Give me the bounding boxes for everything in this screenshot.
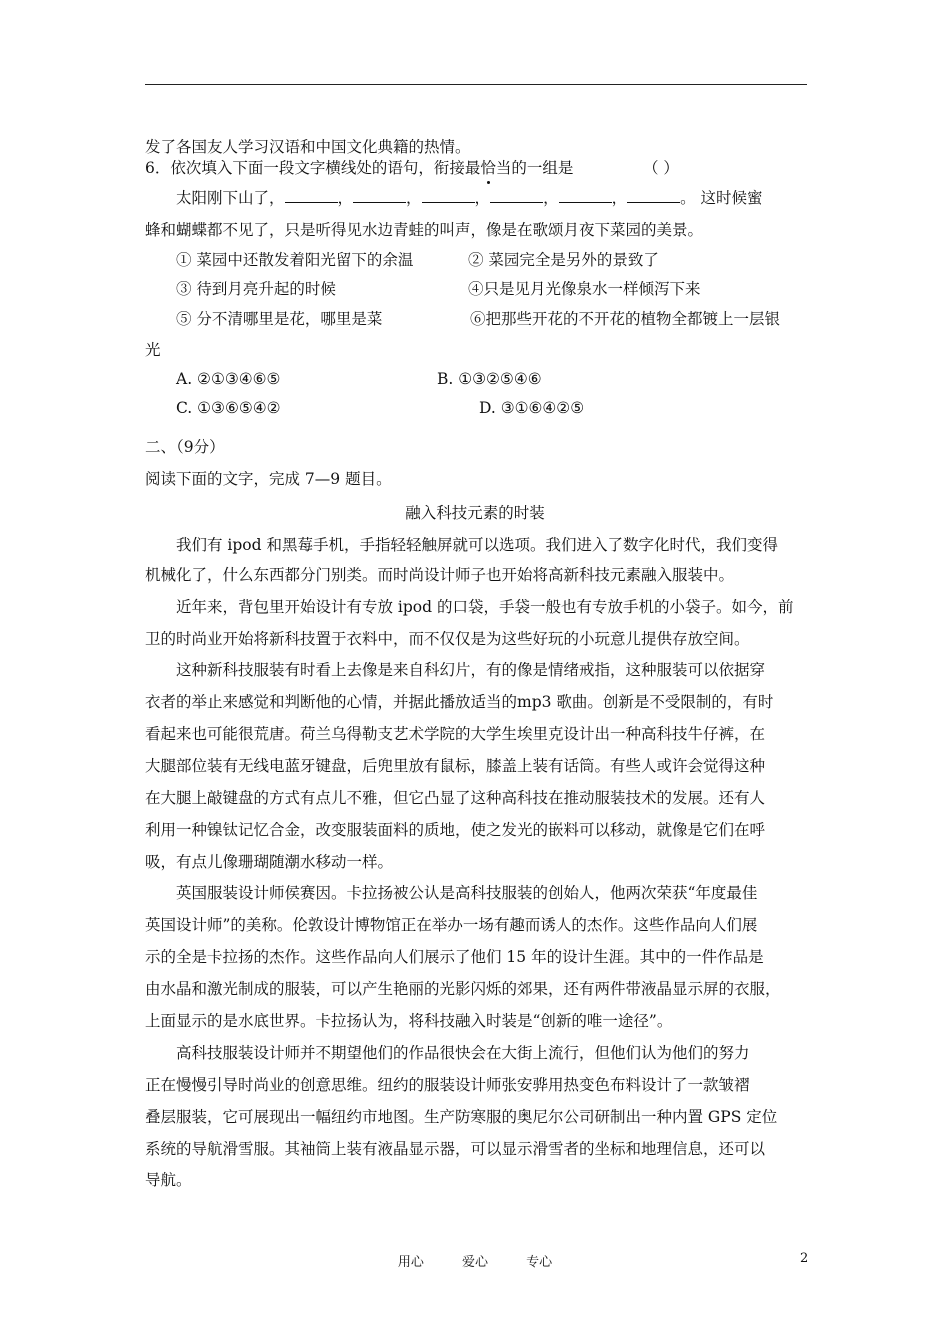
blank-3 xyxy=(422,188,475,203)
footer-word-1: 用心 xyxy=(397,1255,424,1270)
section-2-instruction: 阅读下面的文字，完成 7—9 题目。 xyxy=(145,470,392,488)
section-2-heading: 二、（9分） xyxy=(145,438,225,456)
q6-option-6-cont: 光 xyxy=(145,341,161,359)
q6-option-6: ⑥把那些开花的不开花的植物全都镀上一层银 xyxy=(470,310,781,328)
choice-c: C. ①③⑥⑤④② xyxy=(176,399,281,417)
q6-option-5: ⑤ 分不清哪里是花，哪里是菜 xyxy=(176,310,383,328)
q6-option-4: ④只是见月光像泉水一样倾泻下来 xyxy=(468,280,701,298)
article-line: 导航。 xyxy=(145,1171,192,1189)
article-line: 英国服装设计师侯赛因。卡拉扬被公认是高科技服装的创始人，他两次荣获“年度最佳 xyxy=(176,884,758,902)
q6-option-3: ③ 待到月亮升起的时候 xyxy=(176,280,336,298)
footer-word-2: 爱心 xyxy=(461,1255,488,1270)
article-line: 高科技服装设计师并不期望他们的作品很快会在大街上流行，但他们认为他们的努力 xyxy=(176,1044,750,1062)
article-line: 吸，有点儿像珊瑚随潮水移动一样。 xyxy=(145,853,394,871)
header-rule xyxy=(145,84,807,85)
article-line: 近年来，背包里开始设计有专放 ipod 的口袋，手袋一般也有专放手机的小袋子。如今，前 xyxy=(176,598,794,616)
article-line: 卫的时尚业开始将新科技置于衣料中，而不仅仅是为这些好玩的小玩意儿提供存放空间。 xyxy=(145,630,750,648)
article-line: 我们有 ipod 和黑莓手机，手指轻轻触屏就可以选项。我们进入了数字化时代，我们变得 xyxy=(176,536,778,554)
choice-a: A. ②①③④⑥⑤ xyxy=(176,370,281,388)
blank-5 xyxy=(559,188,612,203)
article-line: 由水晶和激光制成的服装，可以产生艳丽的光影闪烁的郊果，还有两件带液晶显示屏的衣服， xyxy=(145,980,781,998)
blank-4 xyxy=(490,188,543,203)
q6-stem-suffix: 的一组是 xyxy=(511,159,574,177)
q6-stem-prefix: 6．依次填入下面一段文字横线处的语句，衔接 xyxy=(145,159,465,177)
article-line: 利用一种镍钛记忆合金，改变服装面料的质地，使之发光的嵌料可以移动，就像是它们在呼 xyxy=(145,821,766,839)
q6-para-line2: 蜂和蝴蝶都不见了，只是听得见水边青蛙的叫声，像是在歌颂月夜下菜园的美景。 xyxy=(145,221,704,239)
q6-fill-paragraph: 太阳刚下山了， ， ， ， ， ， 。 这时候蜜 xyxy=(176,189,763,207)
q6-para-start: 太阳刚下山了， xyxy=(176,189,285,207)
question-6-stem xyxy=(145,158,679,178)
prev-paragraph-tail: 发了各国友人学习汉语和中国文化典籍的热情。 xyxy=(145,138,471,156)
article-line: 看起来也可能很荒唐。荷兰乌得勒支艺术学院的大学生埃里克设计出一种高科技牛仔裤，在 xyxy=(145,725,766,743)
q6-para-end: 。 这时候蜜 xyxy=(680,189,763,207)
article-line: 大腿部位装有无线电蓝牙键盘，后兜里放有鼠标，膝盖上装有话筒。有些人或许会觉得这种 xyxy=(145,757,766,775)
choice-b: B. ①③②⑤④⑥ xyxy=(437,370,542,388)
q6-answer-paren: （ ） xyxy=(643,159,679,177)
article-title: 融入科技元素的时装 xyxy=(405,504,545,522)
article-line: 上面显示的是水底世界。卡拉扬认为，将科技融入时装是“创新的唯一途径”。 xyxy=(145,1012,673,1030)
page-number: 2 xyxy=(800,1251,809,1266)
article-line: 系统的导航滑雪服。其袖筒上装有液晶显示器，可以显示滑雪者的坐标和地理信息，还可以 xyxy=(145,1140,766,1158)
article-line: 正在慢慢引导时尚业的创意思维。纽约的服装设计师张安骅用热变色布料设计了一款皱褶 xyxy=(145,1076,750,1094)
article-line: 叠层服装，它可展现出一幅纽约市地图。生产防寒服的奥尼尔公司研制出一种内置 GPS 定位 xyxy=(145,1108,778,1126)
q6-emphasis-dotted: 最恰当 xyxy=(464,159,512,177)
article-line: 英国设计师”的美称。伦敦设计博物馆正在举办一场有趣而诱人的杰作。这些作品向人们展 xyxy=(145,916,758,934)
article-line: 示的全是卡拉扬的杰作。这些作品向人们展示了他们 15 年的设计生涯。其中的一件作品是 xyxy=(145,948,764,966)
blank-6 xyxy=(627,188,680,203)
footer-word-3: 专心 xyxy=(526,1255,553,1270)
choice-d: D. ③①⑥④②⑤ xyxy=(479,399,585,417)
article-line: 机械化了，什么东西都分门别类。而时尚设计师子也开始将高新科技元素融入服装中。 xyxy=(145,566,735,584)
article-line: 在大腿上敲键盘的方式有点儿不雅，但它凸显了这种高科技在推动服装技术的发展。还有人 xyxy=(145,789,766,807)
blank-1 xyxy=(285,188,338,203)
article-line: 这种新科技服装有时看上去像是来自科幻片，有的像是情绪戒指，这种服装可以依据穿 xyxy=(176,661,766,679)
q6-option-1: ① 菜园中还散发着阳光留下的余温 xyxy=(176,251,414,269)
q6-option-2: ② 菜园完全是另外的景致了 xyxy=(468,251,659,269)
article-line: 衣者的举止来感觉和判断他的心情，并据此播放适当的mp3 歌曲。创新是不受限制的，有时 xyxy=(145,693,774,711)
blank-2 xyxy=(353,188,406,203)
